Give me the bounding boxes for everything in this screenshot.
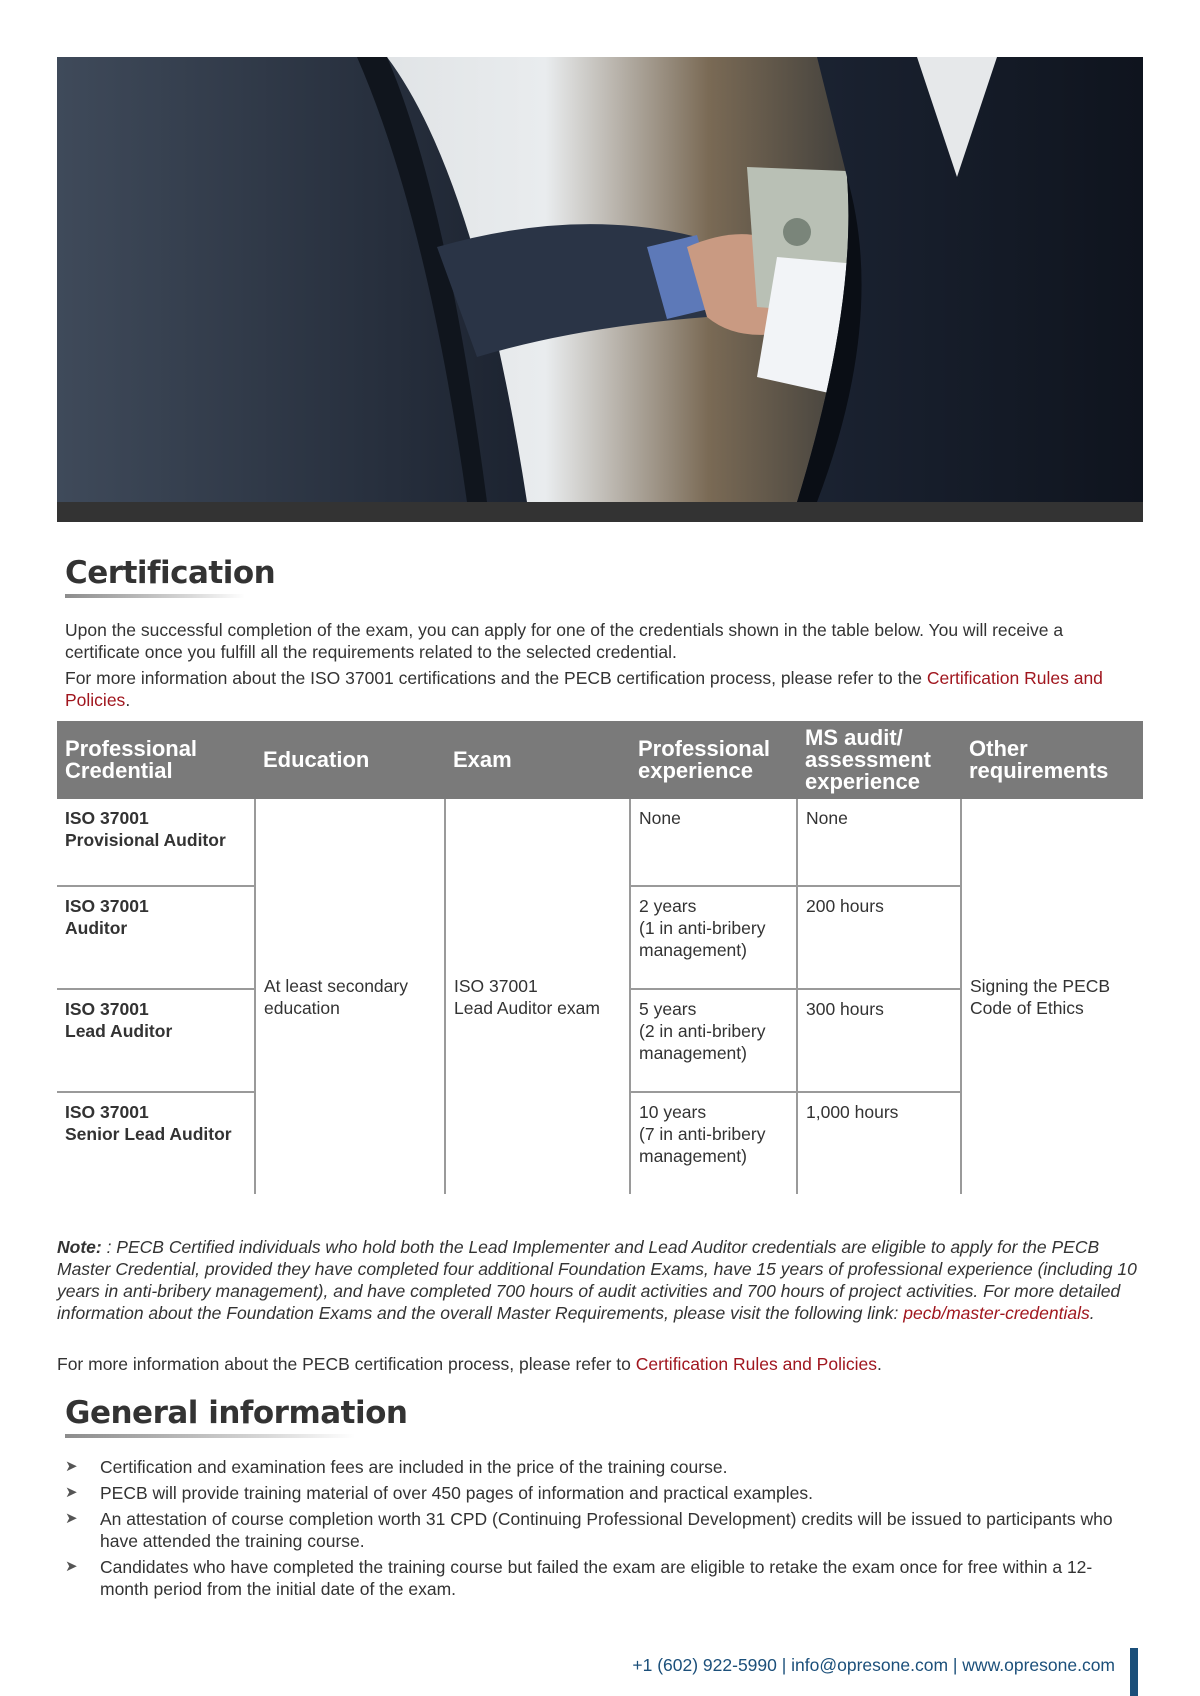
credential-standard: ISO 37001 xyxy=(65,896,149,916)
header-education: Education xyxy=(255,721,445,799)
credentials-table xyxy=(57,721,1143,1194)
process-rules-link[interactable]: Certification Rules and Policies xyxy=(635,1354,877,1374)
certification-intro: Upon the successful completion of the exam, you can apply for one of the credentials shown in the table below. You will receive a certificate once you fulfill all the requirements related to the selected credential. xyxy=(65,620,1064,662)
experience-cell xyxy=(630,799,797,886)
exam-name: Lead Auditor exam xyxy=(454,997,600,1018)
list-item-text: An attestation of course completion worth 31 CPD (Continuing Professional Development) credits will be issued to participants who have attended the training course. xyxy=(100,1509,1113,1551)
process-suffix: . xyxy=(876,1354,882,1374)
more-info-prefix: For more information about the ISO 37001 certifications and the PECB certification process, please refer to the xyxy=(65,668,927,688)
certification-heading: Certification xyxy=(65,555,276,591)
certification-process-info xyxy=(57,1353,1132,1375)
experience-line: 10 years xyxy=(639,1102,707,1122)
credential-cell xyxy=(57,886,255,989)
list-item-text: Candidates who have completed the training course but failed the exam are eligible to retake the exam once for free within a 12-month period from the initial date of the exam. xyxy=(100,1557,1093,1599)
header-ms-audit-experience: MS audit/ assessment experience xyxy=(797,721,961,799)
header-exam: Exam xyxy=(445,721,630,799)
list-item xyxy=(65,1456,1140,1478)
arrowhead-bullet-icon: ➤ xyxy=(65,1558,78,1575)
header-professional-experience: Professional experience xyxy=(630,721,797,799)
credential-standard: ISO 37001 xyxy=(65,1102,149,1122)
list-item xyxy=(65,1508,1140,1552)
note-text: : PECB Certified individuals who hold both the Lead Implementer and Lead Auditor credentials are eligible to apply for the PECB Master Credential, provided they have completed four additional Foundation Exams, have 15 years of professional experience (including 10 years in anti-bribery management), and have completed 700 hours of audit activities and 700 hours of project activities. For more detailed information about the Foundation Exams and the overall Master Requirements, please visit the following link: xyxy=(57,1237,1137,1323)
master-credential-note xyxy=(57,1236,1147,1324)
header-other-requirements: Other requirements xyxy=(961,721,1143,799)
table-row xyxy=(57,799,1143,886)
list-item-text: Certification and examination fees are included in the price of the training course. xyxy=(100,1457,728,1477)
experience-line: management) xyxy=(639,940,747,960)
credential-name: Auditor xyxy=(65,918,128,938)
more-info-suffix: . xyxy=(125,690,131,710)
credential-cell xyxy=(57,989,255,1092)
list-item xyxy=(65,1556,1140,1600)
experience-line: None xyxy=(639,808,681,828)
experience-line: (2 in anti-bribery xyxy=(639,1021,766,1041)
bribery-photo-illustration xyxy=(57,57,1143,502)
education-cell: At least secondary education xyxy=(255,799,445,1194)
list-item xyxy=(65,1482,1140,1504)
credential-name: Senior Lead Auditor xyxy=(65,1124,232,1144)
experience-line: (7 in anti-bribery xyxy=(639,1124,766,1144)
process-prefix: For more information about the PECB certification process, please refer to xyxy=(57,1354,636,1374)
arrowhead-bullet-icon: ➤ xyxy=(65,1510,78,1527)
credential-standard: ISO 37001 xyxy=(65,808,149,828)
hero-photo xyxy=(57,57,1143,522)
experience-line: management) xyxy=(639,1146,747,1166)
experience-cell xyxy=(630,989,797,1092)
experience-cell xyxy=(630,1092,797,1194)
arrowhead-bullet-icon: ➤ xyxy=(65,1458,78,1475)
table-header-row xyxy=(57,721,1143,799)
note-label: Note: xyxy=(57,1237,102,1257)
audit-cell: 300 hours xyxy=(797,989,961,1092)
general-information-heading: General information xyxy=(65,1395,408,1431)
experience-line: (1 in anti-bribery xyxy=(639,918,766,938)
general-heading-underline xyxy=(65,1434,355,1438)
experience-line: management) xyxy=(639,1043,747,1063)
credential-name: Provisional Auditor xyxy=(65,830,226,850)
master-credentials-link[interactable]: pecb/master-credentials xyxy=(903,1303,1090,1323)
audit-cell: None xyxy=(797,799,961,886)
audit-cell: 1,000 hours xyxy=(797,1092,961,1194)
exam-standard: ISO 37001 xyxy=(454,975,538,996)
footer-accent-bar xyxy=(1130,1648,1138,1696)
note-suffix: . xyxy=(1089,1303,1095,1323)
footer-contact[interactable]: +1 (602) 922-5990 | info@opresone.com | www.opresone.com xyxy=(632,1655,1115,1675)
list-item-text: PECB will provide training material of over 450 pages of information and practical examples. xyxy=(100,1483,813,1503)
header-professional-credential: Professional Credential xyxy=(57,721,255,799)
credential-cell xyxy=(57,1092,255,1194)
exam-cell xyxy=(445,799,630,1194)
credential-cell xyxy=(57,799,255,886)
experience-line: 2 years xyxy=(639,896,697,916)
certification-heading-underline xyxy=(65,594,245,598)
audit-cell: 200 hours xyxy=(797,886,961,989)
certification-more-info xyxy=(65,667,1140,711)
arrowhead-bullet-icon: ➤ xyxy=(65,1484,78,1501)
experience-line: 5 years xyxy=(639,999,697,1019)
other-requirements-cell: Signing the PECB Code of Ethics xyxy=(961,799,1143,1194)
credential-standard: ISO 37001 xyxy=(65,999,149,1019)
hero-bottom-bar xyxy=(57,502,1143,522)
experience-cell xyxy=(630,886,797,989)
certification-rules-link[interactable]: Certification Rules and Policies xyxy=(65,668,1103,710)
credential-name: Lead Auditor xyxy=(65,1021,173,1041)
general-information-list xyxy=(65,1456,1140,1604)
